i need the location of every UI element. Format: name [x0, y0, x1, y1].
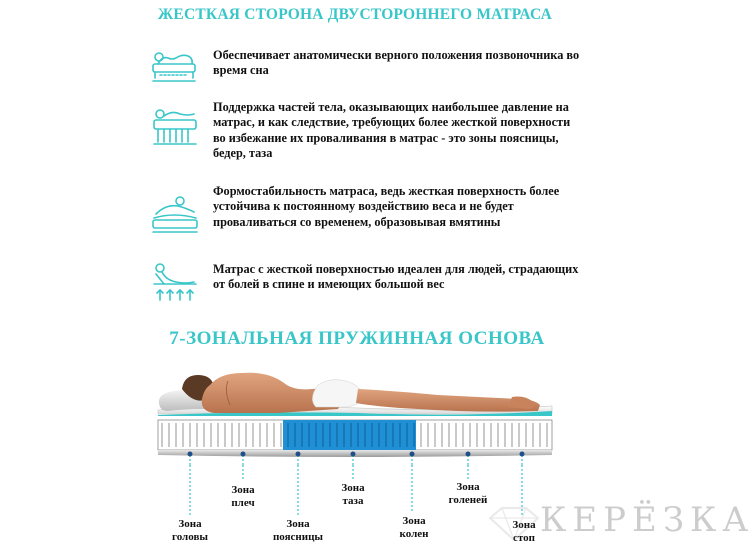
watermark-text: КЕРЁЗКА: [540, 500, 754, 540]
zone-pointer-dot: [296, 452, 301, 457]
zone-pointer-dot: [520, 452, 525, 457]
zone-label-knees: Зона колен: [399, 515, 429, 540]
body-pressure-icon: [150, 104, 202, 148]
shape-stability-icon: [150, 192, 202, 236]
woman-figure: [182, 373, 540, 413]
zone-pointer-dot: [241, 452, 246, 457]
zone-label-shins: Зона голеней: [448, 481, 488, 506]
firm-zone: [283, 420, 416, 450]
zone-pointer-dot: [466, 452, 471, 457]
zone-label-feet: Зона стоп: [512, 519, 536, 544]
hard-side-title: ЖЕСТКАЯ СТОРОНА ДВУСТОРОННЕГО МАТРАСА: [157, 6, 553, 23]
mattress-illustration: [150, 355, 560, 465]
spring-base-title: 7-ЗОНАЛЬНАЯ ПРУЖИННАЯ ОСНОВА: [169, 328, 545, 349]
zone-label-pelvis: Зона таза: [341, 482, 365, 507]
spine-support-icon: [150, 44, 202, 88]
zone-label-head: Зона головы: [171, 518, 208, 543]
feature-text: Формостабильность матраса, ведь жесткая поверхность более устойчива к постоянному воздействию веса и не будет проваливаться со временем, образовывая вмятины: [213, 184, 560, 229]
feature-text: Матрас с жесткой поверхностью идеален для людей, страдающих от болей в спине и имеющих большой вес: [213, 262, 579, 292]
feature-text: Поддержка частей тела, оказывающих наибольшее давление на матрас, и как следствие, требующих более жесткой поверхности во избежание их проваливания в матрас - это зоны поясницы, бедер, таза: [213, 100, 571, 161]
zone-pointer-dot: [188, 452, 193, 457]
zone-pointer-dot: [351, 452, 356, 457]
feature-text: Обеспечивает анатомически верного положения позвоночника во время сна: [213, 48, 580, 78]
zone-label-lower-back: Зона поясницы: [272, 518, 324, 543]
zone-pointer-dot: [410, 452, 415, 457]
zone-label-shoulders: Зона плеч: [231, 484, 255, 509]
back-pain-icon: [150, 262, 202, 306]
zone-pointer-extensions: [150, 465, 560, 525]
